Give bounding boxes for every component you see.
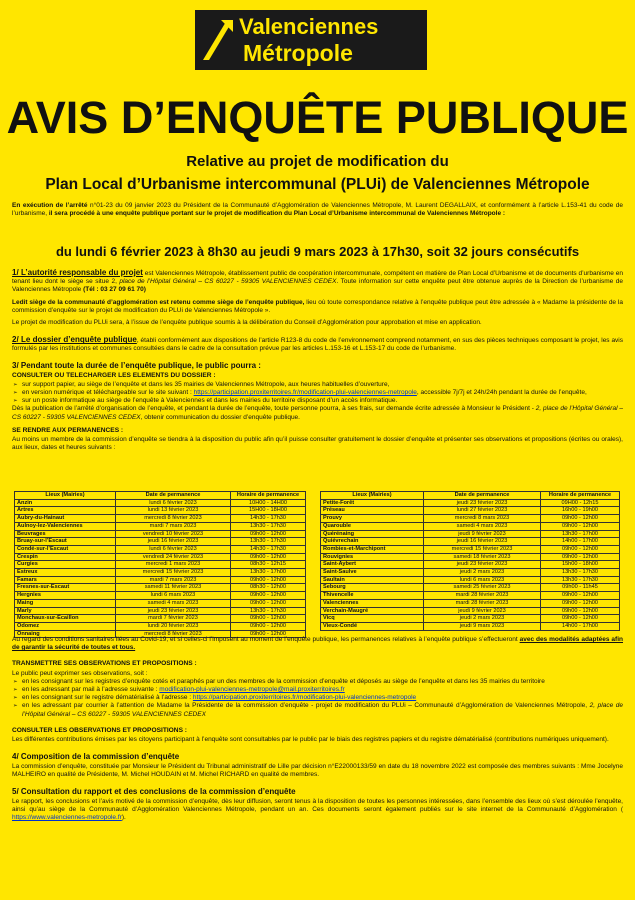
table-row: [15, 499, 306, 507]
table-row: [15, 607, 306, 615]
table-row: [15, 553, 306, 561]
table-row: [321, 592, 620, 600]
cell-horaire: 08h30 - 12h15: [231, 561, 306, 569]
list-item-text: en version numérique et téléchargeable sur le site suivant :: [22, 389, 194, 397]
section-1-heading: 1/ L’autorité responsable du projet: [12, 268, 143, 277]
cell-mairie: Prouvy: [321, 515, 424, 523]
table-row: [321, 499, 620, 507]
consult-observations-heading: CONSULTER LES OBSERVATIONS ET PROPOSITIONS :: [12, 726, 187, 734]
table-row: [321, 569, 620, 577]
cell-mairie: Rouvignies: [321, 553, 424, 561]
cell-mairie: Onnaing: [15, 630, 116, 638]
cell-mairie: Estreux: [15, 569, 116, 577]
cell-date: jeudi 2 mars 2023: [424, 615, 541, 623]
cell-horaire: 13h30 - 17h30: [231, 607, 306, 615]
cell-mairie: Petite-Forêt: [321, 499, 424, 507]
table-row: [15, 576, 306, 584]
cell-date: samedi 4 mars 2023: [116, 599, 231, 607]
logo-mark-icon: [201, 16, 235, 64]
cell-date: jeudi 9 mars 2023: [424, 622, 541, 630]
table-row: [15, 530, 306, 538]
list-item-text: en les adressant par mail à l’adresse suivante :: [22, 686, 160, 694]
cell-mairie: Aulnoy-lez-Valenciennes: [15, 522, 116, 530]
table-header: Date de permanence: [116, 492, 231, 500]
cell-mairie: Préseau: [321, 507, 424, 515]
cell-mairie: Maing: [15, 599, 116, 607]
cell-horaire: 09h00 - 12h00: [541, 515, 620, 523]
cell-horaire: 10H00 - 14H00: [231, 499, 306, 507]
page-title: AVIS D’ENQUÊTE PUBLIQUE: [6, 92, 629, 143]
list-item: [22, 389, 623, 397]
table-row: [15, 561, 306, 569]
cell-horaire: 09h00 - 12h00: [231, 630, 306, 638]
cell-date: samedi 18 février 2023: [424, 553, 541, 561]
cell-mairie: Vieux-Condé: [321, 622, 424, 630]
valenciennes-metropole-logo: [195, 10, 427, 70]
list-item-text: en les adressant par courrier à l’attention de Madame la Présidente de la commission d’enquête - projet de modification du PLUi – Communauté d’Agglomération de Valenciennes Métropole,: [22, 702, 590, 710]
table-row: [321, 599, 620, 607]
cell-date: lundi 27 février 2023: [424, 507, 541, 515]
cell-mairie: Odomez: [15, 622, 116, 630]
cell-mairie: Marly: [15, 607, 116, 615]
table-row: [321, 545, 620, 553]
cell-date: lundi 6 mars 2023: [424, 576, 541, 584]
section-5-end: ).: [121, 814, 126, 822]
cell-date: jeudi 23 février 2023: [424, 561, 541, 569]
cell-mairie: Rombies-et-Marchipont: [321, 545, 424, 553]
table-row: [321, 530, 620, 538]
list-item: [22, 694, 623, 702]
cell-date: mercredi 8 février 2023: [116, 515, 231, 523]
table-row: [15, 592, 306, 600]
table-header: Horaire de permanence: [541, 492, 620, 500]
cell-horaire: 14h30 - 17h30: [231, 515, 306, 523]
cell-horaire: 15h00 - 18h00: [541, 561, 620, 569]
permanences-text: Au moins un membre de la commission d’enquête se tiendra à la disposition du public afin qu’il puisse consulter gratuitement le dossier d’enquête et présenter ses observations et propositions (écrites ou orales), aux lieux, dates et heures suivants :: [12, 436, 623, 452]
table-row: [15, 615, 306, 623]
logo-line-1: Valenciennes: [239, 14, 379, 39]
cell-date: mardi 7 mars 2023: [116, 576, 231, 584]
cell-mairie: Sebourg: [321, 584, 424, 592]
intro-lead: En exécution de l’arrêté: [12, 202, 88, 209]
list-item: [22, 702, 623, 718]
cell-date: jeudi 16 février 2023: [116, 538, 231, 546]
section-3-heading: 3/ Pendant toute la durée de l’enquête publique, le public pourra :: [12, 360, 261, 370]
cell-date: jeudi 23 février 2023: [424, 499, 541, 507]
section-1-paragraph-3: Le projet de modification du PLUi sera, à l’issue de l’enquête publique soumis à la délibération du Conseil d’Agglomération pour approbation et mise en application.: [12, 319, 482, 327]
table-row: [15, 599, 306, 607]
consult-list: [12, 381, 623, 406]
list-item-text: , accessible 7j/7j et 24h/24h pendant la durée de l’enquête,: [416, 389, 587, 397]
cell-mairie: Thivencelle: [321, 592, 424, 600]
subtitle-2: Plan Local d’Urbanisme intercommunal (PLUi) de Valenciennes Métropole: [45, 176, 590, 193]
table-row: [321, 607, 620, 615]
subtitle-1: Relative au projet de modification du: [186, 153, 449, 170]
siege-lead: Ledit siège de la communauté d’agglomération est retenu comme siège de l’enquête publique,: [12, 298, 305, 306]
observations-list: [12, 678, 623, 719]
observations-intro: Le public peut exprimer ses observations, soit :: [12, 669, 148, 677]
table-row: [15, 522, 306, 530]
permanences-table-left: [14, 491, 306, 638]
cell-horaire: 16h00 - 19h00: [541, 507, 620, 515]
cell-horaire: 09h00 - 12h00: [541, 522, 620, 530]
section-4-heading: 4/ Composition de la commission d’enquête: [12, 752, 180, 762]
cell-horaire: 13h30 - 17h00: [541, 530, 620, 538]
dossier-request-address: 2, place de l’Hôpital Général – CS 60227 - 59305 VALENCIENNES CEDEX: [12, 405, 623, 421]
cell-mairie: Condé-sur-l’Escaut: [15, 545, 116, 553]
cell-mairie: Vicq: [321, 615, 424, 623]
cell-date: samedi 11 février 2023: [116, 584, 231, 592]
table-header: Horaire de permanence: [231, 492, 306, 500]
table-row: [321, 538, 620, 546]
dossier-request-text: Dès la publication de l’arrêté d’organisation de l’enquête, et pendant la durée de l’enquête, toute personne pourra, à ses frais, sur demande écrite adressée à Monsieur le Président -: [12, 405, 536, 413]
list-item: ➢ en les consignant sur les registres d’enquête cotés et paraphés par un des membres de la commission d’enquête et déposés au siège de l’enquête et dans les 35 mairies du territoire: [22, 678, 623, 686]
table-row: [321, 615, 620, 623]
cell-mairie: Saultain: [321, 576, 424, 584]
cell-date: mardi 28 février 2023: [424, 599, 541, 607]
cell-date: jeudi 9 février 2023: [424, 530, 541, 538]
table-row: [321, 561, 620, 569]
cell-horaire: 09h00 - 12h00: [541, 592, 620, 600]
cell-date: jeudi 23 février 2023: [116, 607, 231, 615]
cell-horaire: 09h00 - 12h00: [541, 553, 620, 561]
list-item: [22, 686, 623, 694]
section-4-text: La commission d’enquête, constituée par Monsieur le Président du Tribunal administratif de Lille par décision n°E22000133/59 en date du 18 novembre 2022 est composée des membres suivants : Mme Jocelyne MALHEIRO en qualité de Présidente, M. Michel HOUDAIN et M. Michel RICHARD en qualité de membres.: [12, 763, 623, 779]
list-item: ➢ sur support papier, au siège de l’enquête et dans les 35 mairies de Valenciennes Métropole, aux heures habituelles d’ouverture,: [22, 381, 623, 389]
cell-date: vendredi 10 février 2023: [116, 530, 231, 538]
table-header: Lieux (Mairies): [15, 492, 116, 500]
section-1-address: place de l’Hôpital Général – CS 60227 - 59305 VALENCIENNES CEDEX: [119, 278, 337, 286]
table-row: [321, 515, 620, 523]
cell-mairie: Quarouble: [321, 522, 424, 530]
cell-horaire: 14h00 - 17h00: [541, 622, 620, 630]
cell-date: mercredi 15 février 2023: [116, 569, 231, 577]
cell-mairie: Monchaux-sur-Écaillon: [15, 615, 116, 623]
list-item-text: en les consignant sur le registre dématérialisé à l’adresse :: [22, 694, 193, 702]
cell-mairie: Aubry-du-Hainaut: [15, 515, 116, 523]
cell-mairie: Saint-Saulve: [321, 569, 424, 577]
table-row: [15, 584, 306, 592]
cell-horaire: 13h30 - 17h30: [541, 576, 620, 584]
cell-mairie: Crespin: [15, 553, 116, 561]
section-1-text-2: . Toute information sur cette enquête peut être obtenue auprès de la Direction de l’urbanisme de Valenciennes Métropole: [12, 278, 624, 294]
section-1-text: est Valenciennes Métropole, établissement public de coopération intercommunale, compétent en matière de Plan Local d’Urbanisme et de documents d’urbanisme en tenant lieu dont le siège se situe 2,: [12, 270, 623, 286]
lower-text: [12, 636, 623, 824]
cell-horaire: 09h00 - 12h00: [541, 607, 620, 615]
section-5-text: Le rapport, les conclusions et l’avis motivé de la commission d’enquête, dès leur diffusion, seront tenus à la disposition de toutes les personnes intéressées, dans l’ensemble des lieux où s’est déroulée l’enquête, ainsi qu’au siège de la Communauté d’Agglomération Valenciennes Métropole, pendant un an. Ces documents seront également publiés sur le site internet de la Communauté d’Agglomération (: [12, 797, 623, 813]
permanences-heading: SE RENDRE AUX PERMANENCES :: [12, 426, 124, 434]
cell-date: mardi 7 mars 2023: [116, 522, 231, 530]
cell-date: lundi 6 mars 2023: [116, 592, 231, 600]
dossier-request-end: , obtenir communication du dossier d’enquête publique.: [140, 413, 300, 421]
cell-horaire: 09h00 - 12h00: [231, 622, 306, 630]
cell-date: jeudi 9 février 2023: [424, 607, 541, 615]
cell-horaire: 13h30 - 17h30: [231, 522, 306, 530]
logo-line-2: Métropole: [243, 40, 353, 66]
cell-horaire: 09h00 - 12h00: [231, 592, 306, 600]
list-item: ➢ sur un poste informatique au siège de l’enquête à Valenciennes et dans les mairies du territoire disposant d’un accès informatique.: [22, 397, 623, 405]
cell-horaire: 13h30 - 17h00: [231, 569, 306, 577]
cell-mairie: Verchain-Maugré: [321, 607, 424, 615]
cell-date: mercredi 1 mars 2023: [116, 561, 231, 569]
cell-horaire: 09h00 - 12h00: [231, 599, 306, 607]
cell-date: samedi 4 mars 2023: [424, 522, 541, 530]
cell-mairie: Beuvrages: [15, 530, 116, 538]
table-row: [15, 538, 306, 546]
section-1-phone: (Tél : 03 27 09 61 70): [83, 286, 146, 294]
table-row: [321, 553, 620, 561]
table-row: [321, 622, 620, 630]
cell-horaire: 15H00 - 18H00: [231, 507, 306, 515]
cell-mairie: Anzin: [15, 499, 116, 507]
mail-address: 2, place de l’Hôpital Général – CS 60227 - 59305 VALENCIENNES CEDEX: [22, 702, 623, 718]
section-2-heading: 2/ Le dossier d’enquête publique: [12, 335, 137, 345]
cell-date: vendredi 24 février 2023: [116, 553, 231, 561]
cell-horaire: 14h00 - 17h00: [541, 538, 620, 546]
table-row: [321, 507, 620, 515]
registre-link[interactable]: https://participation.proxiterritoires.fr/modification-plui-valenciennes-metropole: [192, 694, 417, 702]
cell-horaire: 09h00 - 12h00: [541, 615, 620, 623]
cell-horaire: 13h30 - 17h30: [541, 569, 620, 577]
table-row: [321, 576, 620, 584]
cell-horaire: 09H00 - 12h15: [541, 499, 620, 507]
cell-horaire: 09h00 - 12h00: [231, 553, 306, 561]
cell-date: mardi 28 février 2023: [424, 592, 541, 600]
cell-mairie: Curgies: [15, 561, 116, 569]
table-row: [15, 622, 306, 630]
main-text: [12, 268, 623, 454]
observations-heading: TRANSMETTRE SES OBSERVATIONS ET PROPOSITIONS :: [12, 660, 197, 668]
participation-link[interactable]: https://participation.proxiterritoires.fr/modification-plui-valenciennes-metropole: [193, 389, 417, 397]
cell-mairie: Hergnies: [15, 592, 116, 600]
cell-horaire: 09h00 - 12h00: [231, 576, 306, 584]
table-row: [321, 522, 620, 530]
intro-text: n°01-23 du 09 janvier 2023 du Président de la Communauté d’Agglomération de Valenciennes Métropole, M. Laurent DEGALLAIX, et conformément à l’article L.153-41 du code de l’urbanisme,: [12, 202, 623, 218]
intro-bold: il sera procédé à une enquête publique portant sur le projet de modification du Plan Local d’Urbanisme intercommunal de Valenciennes Métropole :: [48, 210, 506, 218]
cell-date: mardi 7 février 2023: [116, 615, 231, 623]
cell-mairie: Fresnes-sur-Escaut: [15, 584, 116, 592]
consult-heading: CONSULTER OU TELECHARGER LES ELEMENTS DU DOSSIER :: [12, 371, 216, 379]
table-row: [321, 584, 620, 592]
covid-bold: avec des modalités adaptées afin de garantir la sécurité de toutes et tous.: [12, 636, 623, 652]
cell-date: lundi 20 février 2023: [116, 622, 231, 630]
cell-horaire: 13h30 - 17h30: [231, 538, 306, 546]
table-row: [15, 569, 306, 577]
cell-mairie: Quiévrechain: [321, 538, 424, 546]
cell-date: mercredi 15 février 2023: [424, 545, 541, 553]
cell-date: lundi 13 février 2023: [116, 507, 231, 515]
cell-date: mercredi 8 mars 2023: [424, 515, 541, 523]
cell-mairie: Artres: [15, 507, 116, 515]
intro-block: [12, 202, 623, 220]
permanences-table-right: [320, 491, 620, 631]
cell-mairie: Saint-Aybert: [321, 561, 424, 569]
enquiry-dates: du lundi 6 février 2023 à 8h30 au jeudi 9 mars 2023 à 17h30, soit 32 jours consécutifs: [55, 244, 580, 259]
section-2-text: , établi conformément aux dispositions de l’article R123-8 du code de l’environnement comprend notamment, en sus des pièces techniques composant le projet, les avis formulés par les institutions et communes consultées dans le cadre de la consultation prévue par les articles L.153-16 et L.153-17 du code de l’urbanisme.: [12, 337, 624, 353]
cell-horaire: 14h30 - 17h30: [231, 545, 306, 553]
table-row: [15, 545, 306, 553]
cell-date: jeudi 16 février 2023: [424, 538, 541, 546]
cell-date: mercredi 8 février 2023: [116, 630, 231, 638]
table-header: Date de permanence: [424, 492, 541, 500]
covid-text: Au regard des conditions sanitaires liées au Covid-19, et si celles-ci l’imposent au moment de l’enquête publique, les permanences relatives à l’enquête publique s’effectueront: [12, 636, 520, 643]
cell-mairie: Quérénaing: [321, 530, 424, 538]
cell-date: lundi 6 février 2023: [116, 545, 231, 553]
cell-date: samedi 25 février 2023: [424, 584, 541, 592]
cell-mairie: Famars: [15, 576, 116, 584]
table-header: Lieux (Mairies): [321, 492, 424, 500]
cell-date: jeudi 2 mars 2023: [424, 569, 541, 577]
cell-mairie: Bruay-sur-l’Escaut: [15, 538, 116, 546]
cell-horaire: 09h00 - 12h00: [541, 599, 620, 607]
cell-horaire: 08h30 - 12h00: [231, 584, 306, 592]
table-row: [15, 515, 306, 523]
cell-mairie: Valenciennes: [321, 599, 424, 607]
cell-date: lundi 6 février 2023: [116, 499, 231, 507]
consult-observations-text: Les différentes contributions émises par les citoyens participant à l’enquête sont consultables par le public par le biais des registres papiers et du registre dématérialisé (contributions numériques uniquement).: [12, 736, 609, 744]
cell-horaire: 09h00 - 12h00: [231, 530, 306, 538]
cell-horaire: 09h00 - 12h00: [541, 545, 620, 553]
section-5-heading: 5/ Consultation du rapport et des conclusions de la commission d’enquête: [12, 786, 296, 796]
table-row: [15, 507, 306, 515]
cell-horaire: 09h00 - 11h45: [541, 584, 620, 592]
siege-text: lieu où toute correspondance relative à l’enquête publique peut être adressée à « Madame la présidente de la commission d’enquête sur le projet de modification du PLUi de Valenciennes Métropole ».: [12, 298, 623, 314]
website-link[interactable]: https://www.valenciennes-metropole.fr: [12, 814, 122, 822]
cell-horaire: 09h00 - 12h00: [231, 615, 306, 623]
email-link[interactable]: modification-plui-valenciennes-metropole@mail.proxiterritoires.fr: [159, 686, 345, 694]
